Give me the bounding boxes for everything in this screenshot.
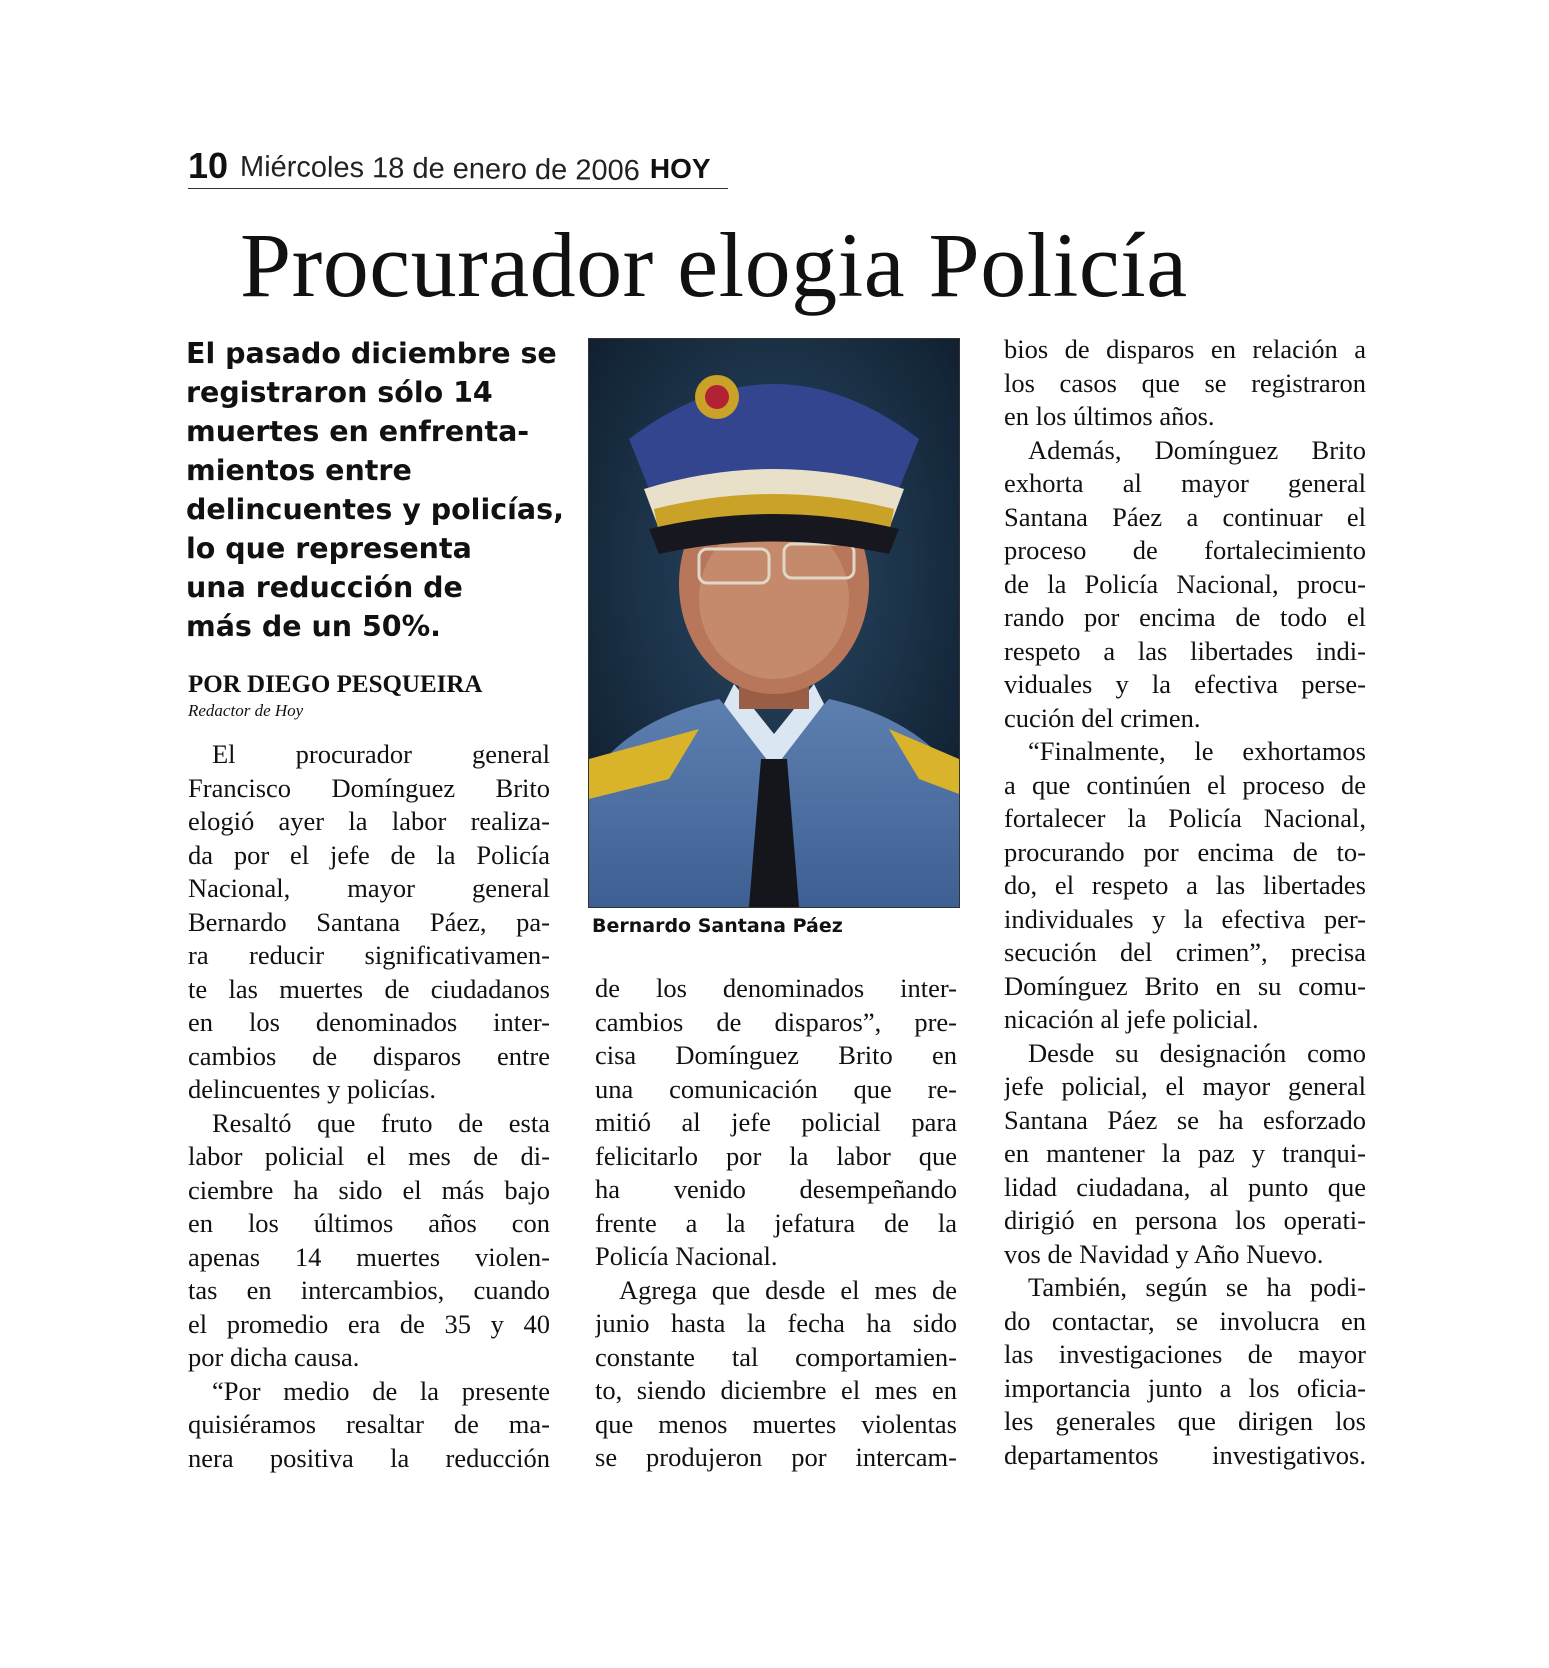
page-number: 10 <box>188 145 229 186</box>
newspaper-name: HOY <box>649 153 711 184</box>
text-line: “Por medio de la presente <box>212 1375 550 1406</box>
text-line: bios de disparos en relación a <box>1004 334 1366 364</box>
paragraph <box>1004 333 1366 434</box>
text-line: to, siendo diciembre el mes en <box>595 1375 957 1405</box>
text-line: apenas 14 muertes violen- <box>188 1241 550 1272</box>
text-line: Bernardo Santana Páez, pa- <box>188 906 550 937</box>
deck-line: muertes en enfrenta- <box>186 415 530 448</box>
text-line: tas en intercambios, cuando <box>188 1275 550 1305</box>
portrait-photo <box>588 338 960 908</box>
text-line: do contactar, se involucra en <box>1004 1305 1366 1336</box>
text-line: felicitarlo por la labor que <box>595 1140 957 1171</box>
text-line: cución del crimen. <box>1004 702 1201 733</box>
text-line: Santana Páez a continuar el <box>1004 501 1366 532</box>
text-line: una comunicación que re- <box>595 1073 957 1104</box>
text-line: Santana Páez se ha esforzado <box>1004 1104 1366 1135</box>
text-line: ra reducir significativamen- <box>188 940 550 970</box>
text-line: el promedio era de 35 y 40 <box>188 1308 550 1339</box>
text-line: de la Policía Nacional, procu- <box>1004 568 1366 599</box>
text-line: quisiéramos resaltar de ma- <box>188 1409 550 1439</box>
text-line: cambios de disparos entre <box>188 1040 550 1071</box>
text-line: mitió al jefe policial para <box>595 1107 957 1137</box>
text-line: en los últimos años con <box>188 1208 550 1238</box>
text-line: “Finalmente, le exhortamos <box>1028 736 1366 766</box>
text-line: Además, Domínguez Brito <box>1028 434 1366 465</box>
text-line: delincuentes y policías. <box>188 1074 436 1104</box>
masthead-rule <box>188 188 728 189</box>
byline-role: Redactor de Hoy <box>188 701 304 720</box>
text-line: Domínguez Brito en su comu- <box>1004 970 1366 1001</box>
paragraph <box>1004 1037 1366 1272</box>
text-line: los casos que se registraron <box>1004 367 1366 398</box>
deck-line: una reducción de <box>186 571 463 604</box>
deck-line: El pasado diciembre se <box>186 337 557 370</box>
byline: POR DIEGO PESQUEIRA <box>188 671 483 698</box>
text-line: Francisco Domínguez Brito <box>188 772 550 803</box>
text-line: El procurador general <box>212 739 550 769</box>
masthead <box>188 145 728 191</box>
text-line: constante tal comportamien- <box>595 1341 957 1372</box>
text-line: las investigaciones de mayor <box>1004 1339 1366 1369</box>
paragraph <box>188 1107 550 1375</box>
text-line: do, el respeto a las libertades <box>1004 870 1366 900</box>
text-line: Agrega que desde el mes de <box>619 1274 957 1305</box>
text-line: frente a la jefatura de la <box>595 1207 957 1238</box>
text-line: lidad ciudadana, al punto que <box>1004 1171 1366 1202</box>
text-line: de los denominados inter- <box>595 973 957 1003</box>
text-line: en mantener la paz y tranqui- <box>1004 1138 1366 1168</box>
text-line: elogió ayer la labor realiza- <box>188 806 550 836</box>
text-line: cambios de disparos”, pre- <box>595 1006 957 1037</box>
article-column-3 <box>1004 333 1366 1472</box>
text-line: ciembre ha sido el más bajo <box>188 1174 550 1205</box>
text-line: labor policial el mes de di- <box>188 1141 550 1171</box>
text-line: respeto a las libertades indi- <box>1004 635 1366 666</box>
text-line: nera positiva la reducción <box>188 1442 550 1473</box>
text-line: que menos muertes violentas <box>595 1408 957 1439</box>
text-line: departamentos investigativos. <box>1004 1439 1366 1470</box>
text-line: jefe policial, el mayor general <box>1004 1071 1366 1101</box>
paragraph <box>188 1375 550 1476</box>
text-line: También, según se ha podi- <box>1028 1272 1366 1302</box>
text-line: Policía Nacional. <box>595 1241 778 1271</box>
text-line: les generales que dirigen los <box>1004 1406 1366 1436</box>
text-line: junio hasta la fecha ha sido <box>595 1308 957 1338</box>
text-line: dirigió en persona los operati- <box>1004 1205 1366 1235</box>
paragraph <box>595 1274 957 1475</box>
text-line: por dicha causa. <box>188 1342 360 1372</box>
photo-caption: Bernardo Santana Páez <box>592 915 843 937</box>
text-line: nicación al jefe policial. <box>1004 1004 1259 1034</box>
text-line: individuales y la efectiva per- <box>1004 903 1366 934</box>
text-line: da por el jefe de la Policía <box>188 839 550 870</box>
article-column-2 <box>595 972 957 1475</box>
paragraph <box>1004 735 1366 1037</box>
text-line: Resaltó que fruto de esta <box>212 1107 550 1138</box>
paragraph <box>1004 434 1366 736</box>
text-line: fortalecer la Policía Nacional, <box>1004 803 1366 833</box>
text-line: Desde su designación como <box>1028 1037 1366 1068</box>
text-line: te las muertes de ciudadanos <box>188 973 550 1004</box>
text-line: vos de Navidad y Año Nuevo. <box>1004 1238 1324 1269</box>
paragraph <box>1004 1271 1366 1472</box>
text-line: rando por encima de todo el <box>1004 602 1366 632</box>
text-line: proceso de fortalecimiento <box>1004 535 1366 565</box>
text-line: importancia junto a los oficia- <box>1004 1372 1366 1403</box>
text-line: exhorta al mayor general <box>1004 468 1366 498</box>
deck-line: delincuentes y policías, <box>186 493 564 526</box>
text-line: viduales y la efectiva perse- <box>1004 669 1366 699</box>
text-line: cisa Domínguez Brito en <box>595 1040 957 1070</box>
issue-date: Miércoles 18 de enero de 2006 <box>239 150 641 188</box>
portrait-photo-icon <box>589 339 959 907</box>
text-line: a que continúen el proceso de <box>1004 769 1366 800</box>
text-line: en los denominados inter- <box>188 1007 550 1037</box>
text-line: en los últimos años. <box>1004 401 1215 431</box>
deck-line: más de un 50%. <box>186 610 442 643</box>
text-line: Nacional, mayor general <box>188 873 550 903</box>
paragraph <box>595 972 957 1274</box>
deck-line: lo que representa <box>186 532 472 565</box>
text-line: procurando por encima de to- <box>1004 836 1366 867</box>
article-column-1 <box>188 738 550 1475</box>
text-line: se produjeron por intercam- <box>595 1442 957 1472</box>
deck-line: registraron sólo 14 <box>186 376 493 409</box>
text-line: ha venido desempeñando <box>595 1174 957 1204</box>
headline: Procurador elogia Policía <box>240 214 1188 316</box>
text-line: secución del crimen”, precisa <box>1004 937 1366 967</box>
paragraph <box>188 738 550 1107</box>
deck-line: mientos entre <box>186 454 412 487</box>
deck <box>186 334 564 646</box>
